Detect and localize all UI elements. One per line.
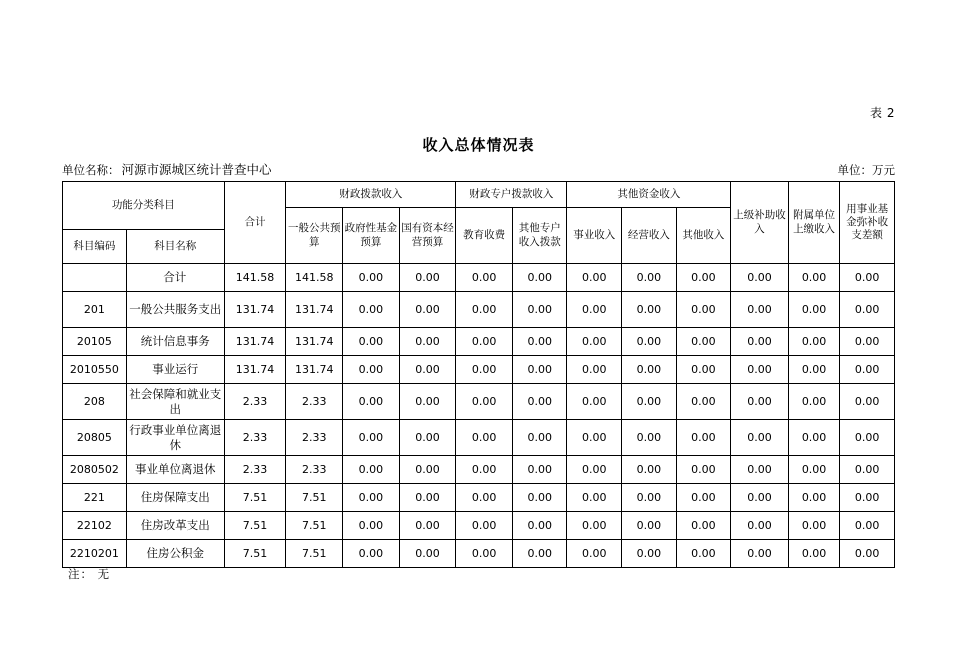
table-row (63, 384, 895, 420)
cell-other-special: 0.00 (512, 420, 567, 456)
cell-other-special: 0.00 (512, 384, 567, 420)
cell-gov-fund: 0.00 (343, 264, 400, 292)
cell-operating-income: 0.00 (622, 292, 677, 328)
cell-edu-fee: 0.00 (456, 540, 513, 568)
cell-career-fund: 0.00 (840, 384, 895, 420)
cell-state-capital: 0.00 (399, 264, 456, 292)
cell-career-fund: 0.00 (840, 264, 895, 292)
cell-business-income: 0.00 (567, 384, 622, 420)
cell-superior-subsidy: 0.00 (731, 264, 789, 292)
cell-gov-fund: 0.00 (343, 384, 400, 420)
cell-other-income: 0.00 (676, 356, 731, 384)
header-business-income: 事业收入 (567, 208, 622, 264)
cell-career-fund: 0.00 (840, 540, 895, 568)
cell-operating-income: 0.00 (622, 484, 677, 512)
cell-gov-fund: 0.00 (343, 292, 400, 328)
cell-career-fund: 0.00 (840, 456, 895, 484)
cell-general-budget: 7.51 (286, 484, 343, 512)
cell-total: 141.58 (224, 264, 286, 292)
cell-state-capital: 0.00 (399, 456, 456, 484)
cell-other-income: 0.00 (676, 292, 731, 328)
cell-other-income: 0.00 (676, 512, 731, 540)
table-row (63, 456, 895, 484)
cell-other-income: 0.00 (676, 384, 731, 420)
unit-name-value: 河源市源城区统计普查中心 (121, 162, 272, 177)
cell-other-special: 0.00 (512, 356, 567, 384)
header-func-category: 功能分类科目 (63, 182, 225, 230)
header-operating-income: 经营收入 (622, 208, 677, 264)
cell-code: 2080502 (63, 456, 127, 484)
cell-edu-fee: 0.00 (456, 512, 513, 540)
cell-other-income: 0.00 (676, 420, 731, 456)
cell-other-special: 0.00 (512, 264, 567, 292)
cell-other-special: 0.00 (512, 292, 567, 328)
cell-name: 一般公共服务支出 (126, 292, 224, 328)
cell-superior-subsidy: 0.00 (731, 456, 789, 484)
cell-state-capital: 0.00 (399, 512, 456, 540)
cell-general-budget: 131.74 (286, 292, 343, 328)
cell-total: 2.33 (224, 384, 286, 420)
cell-general-budget: 141.58 (286, 264, 343, 292)
table-row (63, 484, 895, 512)
table-body (63, 264, 895, 568)
cell-edu-fee: 0.00 (456, 264, 513, 292)
cell-edu-fee: 0.00 (456, 328, 513, 356)
cell-total: 2.33 (224, 420, 286, 456)
cell-affiliated-unit: 0.00 (788, 484, 839, 512)
cell-code: 22102 (63, 512, 127, 540)
header-fiscal-gov-fund: 政府性基金预算 (343, 208, 400, 264)
cell-superior-subsidy: 0.00 (731, 484, 789, 512)
cell-general-budget: 7.51 (286, 540, 343, 568)
header-superior-subsidy: 上级补助收入 (731, 182, 789, 264)
header-special-account: 财政专户拨款收入 (456, 182, 567, 208)
cell-name: 合计 (126, 264, 224, 292)
cell-name: 行政事业单位离退休 (126, 420, 224, 456)
cell-affiliated-unit: 0.00 (788, 420, 839, 456)
cell-business-income: 0.00 (567, 484, 622, 512)
cell-general-budget: 131.74 (286, 328, 343, 356)
cell-code: 20805 (63, 420, 127, 456)
cell-business-income: 0.00 (567, 456, 622, 484)
table-row (63, 420, 895, 456)
table-row (63, 356, 895, 384)
table-note: 注： 无 (68, 567, 111, 581)
cell-other-special: 0.00 (512, 540, 567, 568)
cell-general-budget: 2.33 (286, 456, 343, 484)
cell-edu-fee: 0.00 (456, 292, 513, 328)
cell-total: 7.51 (224, 540, 286, 568)
income-summary-table (62, 181, 895, 568)
table-header-row-1 (63, 182, 895, 208)
cell-gov-fund: 0.00 (343, 456, 400, 484)
cell-business-income: 0.00 (567, 356, 622, 384)
cell-gov-fund: 0.00 (343, 540, 400, 568)
header-fiscal-general-budget: 一般公共预算 (286, 208, 343, 264)
header-total: 合计 (224, 182, 286, 264)
header-fiscal-appropriation: 财政拨款收入 (286, 182, 456, 208)
table-row (63, 264, 895, 292)
cell-operating-income: 0.00 (622, 356, 677, 384)
cell-edu-fee: 0.00 (456, 420, 513, 456)
cell-name: 事业单位离退休 (126, 456, 224, 484)
cell-business-income: 0.00 (567, 540, 622, 568)
cell-other-income: 0.00 (676, 264, 731, 292)
cell-total: 131.74 (224, 292, 286, 328)
cell-affiliated-unit: 0.00 (788, 512, 839, 540)
cell-state-capital: 0.00 (399, 292, 456, 328)
cell-state-capital: 0.00 (399, 540, 456, 568)
cell-affiliated-unit: 0.00 (788, 292, 839, 328)
cell-business-income: 0.00 (567, 292, 622, 328)
cell-gov-fund: 0.00 (343, 328, 400, 356)
cell-operating-income: 0.00 (622, 328, 677, 356)
cell-state-capital: 0.00 (399, 484, 456, 512)
cell-total: 7.51 (224, 484, 286, 512)
cell-state-capital: 0.00 (399, 420, 456, 456)
cell-state-capital: 0.00 (399, 328, 456, 356)
cell-business-income: 0.00 (567, 264, 622, 292)
cell-name: 统计信息事务 (126, 328, 224, 356)
header-affiliated-unit: 附属单位上缴收入 (788, 182, 839, 264)
cell-operating-income: 0.00 (622, 384, 677, 420)
unit-name-label: 单位名称： (62, 163, 120, 177)
cell-affiliated-unit: 0.00 (788, 328, 839, 356)
cell-edu-fee: 0.00 (456, 484, 513, 512)
cell-superior-subsidy: 0.00 (731, 540, 789, 568)
cell-superior-subsidy: 0.00 (731, 292, 789, 328)
cell-other-special: 0.00 (512, 484, 567, 512)
cell-affiliated-unit: 0.00 (788, 384, 839, 420)
cell-code: 20105 (63, 328, 127, 356)
cell-career-fund: 0.00 (840, 512, 895, 540)
cell-gov-fund: 0.00 (343, 512, 400, 540)
cell-affiliated-unit: 0.00 (788, 456, 839, 484)
cell-state-capital: 0.00 (399, 356, 456, 384)
cell-operating-income: 0.00 (622, 540, 677, 568)
cell-general-budget: 2.33 (286, 384, 343, 420)
cell-code: 2210201 (63, 540, 127, 568)
table-row (63, 512, 895, 540)
cell-career-fund: 0.00 (840, 356, 895, 384)
cell-other-income: 0.00 (676, 456, 731, 484)
table-row (63, 540, 895, 568)
cell-total: 131.74 (224, 328, 286, 356)
header-other-income: 其他收入 (676, 208, 731, 264)
cell-name: 住房公积金 (126, 540, 224, 568)
cell-code: 201 (63, 292, 127, 328)
header-fiscal-state-capital: 国有资本经营预算 (399, 208, 456, 264)
cell-total: 131.74 (224, 356, 286, 384)
cell-code: 208 (63, 384, 127, 420)
cell-code (63, 264, 127, 292)
cell-business-income: 0.00 (567, 420, 622, 456)
cell-operating-income: 0.00 (622, 264, 677, 292)
cell-state-capital: 0.00 (399, 384, 456, 420)
cell-other-income: 0.00 (676, 540, 731, 568)
cell-other-income: 0.00 (676, 328, 731, 356)
cell-affiliated-unit: 0.00 (788, 264, 839, 292)
cell-gov-fund: 0.00 (343, 356, 400, 384)
cell-code: 221 (63, 484, 127, 512)
cell-other-special: 0.00 (512, 328, 567, 356)
cell-superior-subsidy: 0.00 (731, 356, 789, 384)
cell-other-special: 0.00 (512, 456, 567, 484)
page-title: 收入总体情况表 (422, 136, 535, 154)
table-row (63, 292, 895, 328)
cell-operating-income: 0.00 (622, 420, 677, 456)
cell-other-special: 0.00 (512, 512, 567, 540)
cell-career-fund: 0.00 (840, 484, 895, 512)
cell-operating-income: 0.00 (622, 512, 677, 540)
cell-name: 事业运行 (126, 356, 224, 384)
cell-edu-fee: 0.00 (456, 456, 513, 484)
cell-name: 住房保障支出 (126, 484, 224, 512)
cell-gov-fund: 0.00 (343, 484, 400, 512)
header-other-funds: 其他资金收入 (567, 182, 731, 208)
header-edu-fee: 教育收费 (456, 208, 513, 264)
cell-general-budget: 2.33 (286, 420, 343, 456)
cell-superior-subsidy: 0.00 (731, 512, 789, 540)
cell-name: 社会保障和就业支出 (126, 384, 224, 420)
cell-affiliated-unit: 0.00 (788, 356, 839, 384)
header-code: 科目编码 (63, 230, 127, 264)
cell-business-income: 0.00 (567, 512, 622, 540)
cell-code: 2010550 (63, 356, 127, 384)
cell-career-fund: 0.00 (840, 420, 895, 456)
cell-career-fund: 0.00 (840, 292, 895, 328)
cell-edu-fee: 0.00 (456, 384, 513, 420)
cell-general-budget: 131.74 (286, 356, 343, 384)
header-other-special-account: 其他专户收入拨款 (512, 208, 567, 264)
cell-affiliated-unit: 0.00 (788, 540, 839, 568)
header-name: 科目名称 (126, 230, 224, 264)
cell-general-budget: 7.51 (286, 512, 343, 540)
unit-of-measure: 单位：万元 (837, 163, 895, 177)
cell-gov-fund: 0.00 (343, 420, 400, 456)
meta-row (62, 160, 895, 178)
cell-edu-fee: 0.00 (456, 356, 513, 384)
header-career-fund: 用事业基金弥补收支差额 (840, 182, 895, 264)
cell-name: 住房改革支出 (126, 512, 224, 540)
cell-total: 2.33 (224, 456, 286, 484)
cell-superior-subsidy: 0.00 (731, 420, 789, 456)
sheet-number: 表 2 (870, 106, 895, 120)
cell-business-income: 0.00 (567, 328, 622, 356)
cell-operating-income: 0.00 (622, 456, 677, 484)
cell-superior-subsidy: 0.00 (731, 384, 789, 420)
table-row (63, 328, 895, 356)
unit-name-group (62, 160, 272, 178)
cell-career-fund: 0.00 (840, 328, 895, 356)
cell-superior-subsidy: 0.00 (731, 328, 789, 356)
cell-total: 7.51 (224, 512, 286, 540)
cell-other-income: 0.00 (676, 484, 731, 512)
